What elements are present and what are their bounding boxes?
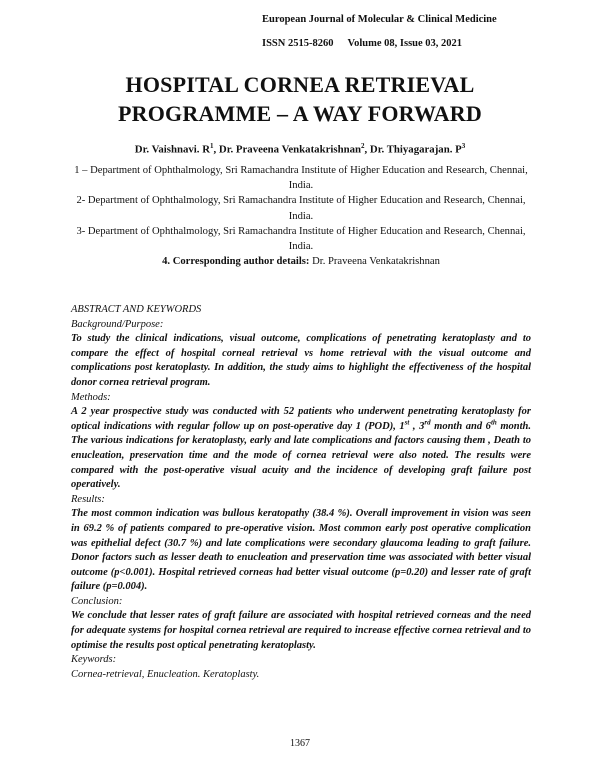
ordinal-sup: rd xyxy=(424,418,431,427)
keywords-heading: Keywords: xyxy=(71,654,117,666)
author-separator: , xyxy=(213,143,219,156)
issn-volume-line xyxy=(262,38,600,49)
affiliation-item: 3- Department of Ophthalmology, Sri Ramachandra Institute of Higher Education and Research, Chennai, India. xyxy=(76,225,526,253)
abstract-section xyxy=(71,303,531,682)
corresponding-label: 4. Corresponding author details: xyxy=(162,256,310,268)
results-text: The most common indication was bullous keratopathy (38.4 %). Overall improvement in vision was seen in 69.2 % of patients compared to pre-operative vision. Most common early post operative complication was epithelial defect (30.7 %) and late complications were secondary glaucoma leading to graft failure. Donor factors such as lesser death to enucleation and preservation time was associated with better visual outcome (p<0.001). Hospital retrieved corneas had better visual outcome (p=0.20) and lesser rate of graft failure (p=0.004). xyxy=(71,508,531,593)
methods-text xyxy=(71,405,531,493)
corresponding-name: Dr. Praveena Venkatakrishnan xyxy=(309,256,440,268)
methods-heading: Methods: xyxy=(71,391,111,403)
author-name: Dr. Praveena Venkatakrishnan xyxy=(218,143,361,156)
issn-text: ISSN 2515-8260 xyxy=(262,38,334,49)
author-affil-sup: 2 xyxy=(361,142,365,150)
ordinal-sup: st xyxy=(404,418,410,427)
journal-title-text: European Journal of Molecular & Clinical Medicine xyxy=(262,14,497,25)
author-name: Dr. Thiyagarajan. P xyxy=(369,143,462,156)
methods-text-part: , 3 xyxy=(409,420,425,432)
conclusion-text: We conclude that lesser rates of graft failure are associated with hospital retrieved corneas and the need for adequate systems for hospital cornea retrieval are required to increase effective cornea retrieval and to optimise the results post optical penetrating keratoplasty. xyxy=(71,610,531,651)
author-separator: , xyxy=(364,143,370,156)
corresponding-author xyxy=(66,254,536,269)
volume-issue-text: Volume 08, Issue 03, 2021 xyxy=(347,38,463,49)
journal-name xyxy=(262,14,600,25)
author-list xyxy=(0,142,600,156)
author-affil-sup: 3 xyxy=(461,142,466,150)
methods-text-part: month. The various indications for keratoplasty, early and late complications and factors causing them , Death to enucleation, preservation time and the mode of cornea retrieval were also noted. The results were compared with the post-operative visual acuity and the incidence of developing graft failure post operatively. xyxy=(71,420,531,491)
paper-title xyxy=(0,70,600,128)
page-number: 1367 xyxy=(290,738,310,749)
keywords-text: Cornea-retrieval, Enucleation. Keratoplasty. xyxy=(71,668,260,680)
background-heading: Background/Purpose: xyxy=(71,318,164,330)
methods-text-part: A 2 year prospective study was conducted with 52 patients who underwent penetrating keratoplasty for optical indications with regular follow up on post-operative day 1 (POD), 1 xyxy=(71,406,531,432)
ordinal-sup: th xyxy=(490,418,497,427)
conclusion-heading: Conclusion: xyxy=(71,595,123,607)
author-affil-sup: 1 xyxy=(210,142,214,150)
results-heading: Results: xyxy=(71,493,105,505)
background-text: To study the clinical indications, visual outcome, complications of penetrating keratoplasty and to compare the effect of hospital corneal retrieval vs home retrieval with the visual outcome and complications post keratoplasty. In addition, the study aims to highlight the effectiveness of the hospital donor cornea retrieval program. xyxy=(71,333,531,388)
affiliation-item: 2- Department of Ophthalmology, Sri Ramachandra Institute of Higher Education and Research, Chennai, India. xyxy=(76,195,526,222)
methods-text-part: month and 6 xyxy=(430,420,491,432)
author-name: Dr. Vaishnavi. R xyxy=(134,143,210,156)
title-line-1: HOSPITAL CORNEA RETRIEVAL xyxy=(125,72,475,97)
abstract-heading: ABSTRACT AND KEYWORDS xyxy=(71,304,202,315)
affiliation-item: 1 – Department of Ophthalmology, Sri Ramachandra Institute of Higher Education and Research, Chennai, India. xyxy=(74,165,528,192)
title-line-2: PROGRAMME – A WAY FORWARD xyxy=(118,101,482,126)
affiliations xyxy=(66,163,536,269)
